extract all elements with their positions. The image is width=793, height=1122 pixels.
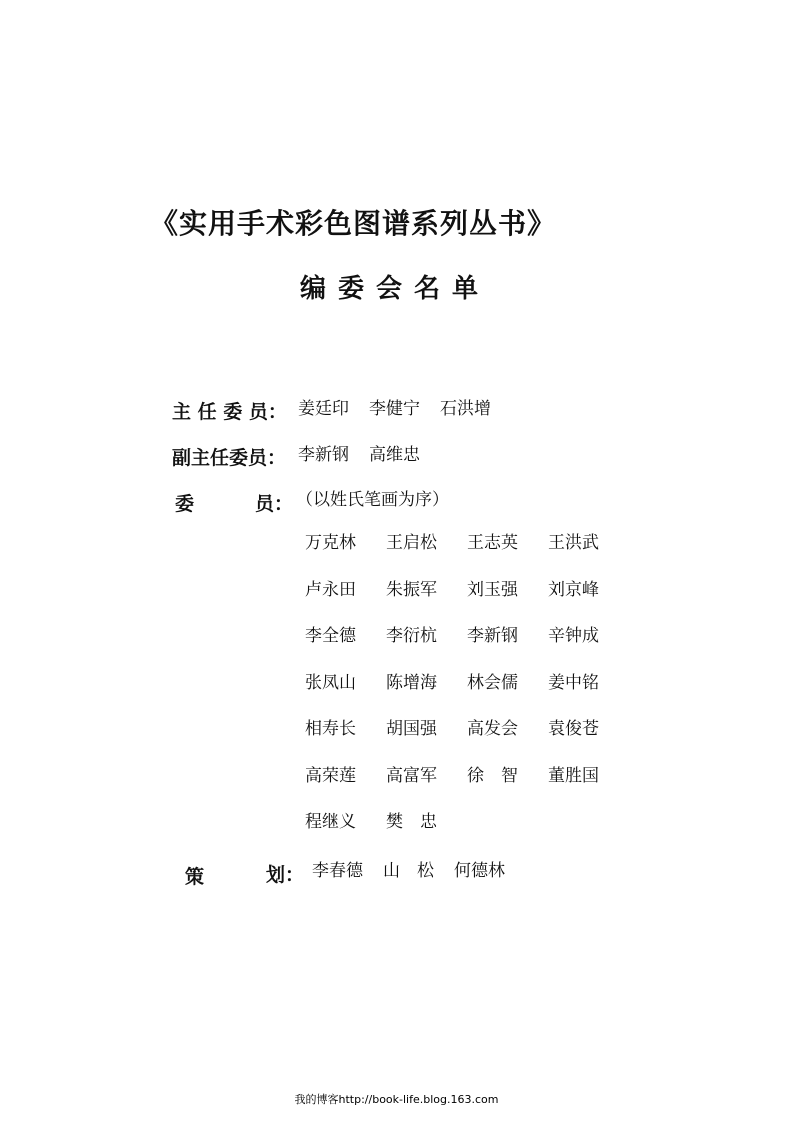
members-row	[305, 621, 645, 668]
members-list	[305, 528, 645, 854]
footer-blog-link: 我的博客http://book-life.blog.163.com	[294, 1093, 499, 1106]
deputy-director-label: 副主任委员：	[172, 447, 287, 469]
member-name: 陈增海	[386, 672, 437, 693]
page-title: 编委会名单	[300, 274, 491, 304]
member-name: 李全德	[305, 626, 356, 646]
member-name: 王启松	[386, 533, 437, 553]
director-names	[298, 394, 511, 419]
members-row	[305, 761, 645, 808]
member-name: 李新钢	[467, 626, 518, 646]
members-row	[305, 668, 645, 715]
member-name: 朱振军	[386, 579, 437, 600]
member-name: 高发会	[467, 719, 518, 739]
member-name: 卢永田	[305, 579, 356, 600]
deputy-director-name: 李新钢	[298, 445, 349, 465]
member-name: 王洪武	[548, 533, 599, 553]
member-name: 林会儒	[467, 672, 518, 693]
member-name: 樊 忠	[386, 812, 437, 832]
member-name: 李衍杭	[386, 626, 437, 646]
members-row	[305, 714, 645, 761]
member-name: 程继义	[305, 812, 356, 832]
members-order-note: （以姓氏笔画为序）	[296, 490, 449, 510]
planning-label-right: 划：	[266, 864, 305, 886]
member-name: 姜中铭	[548, 672, 599, 693]
member-name: 张凤山	[305, 672, 356, 693]
director-name: 石洪增	[440, 399, 491, 419]
members-label-left: 委	[175, 493, 195, 515]
member-name: 高富军	[386, 765, 437, 786]
member-name: 辛钟成	[548, 626, 599, 646]
members-label-right: 员：	[255, 493, 294, 515]
members-row	[305, 807, 645, 854]
member-name: 徐 智	[467, 765, 518, 786]
member-name: 刘京峰	[548, 579, 599, 600]
planner-name: 李春德	[312, 861, 363, 881]
members-row	[305, 575, 645, 622]
series-title: 《实用手术彩色图谱系列丛书》	[150, 207, 557, 240]
member-name: 相寿长	[305, 719, 356, 739]
planning-label-left: 策	[185, 866, 205, 888]
member-name: 胡国强	[386, 719, 437, 739]
director-label: 主 任 委 员：	[172, 401, 287, 423]
member-name: 袁俊苍	[548, 719, 599, 739]
planner-name: 山 松	[383, 861, 434, 881]
member-name: 万克林	[305, 533, 356, 553]
member-name: 董胜国	[548, 765, 599, 786]
member-name: 刘玉强	[467, 579, 518, 600]
planning-names	[312, 856, 525, 881]
director-name: 姜廷印	[298, 399, 349, 419]
member-name: 王志英	[467, 533, 518, 553]
deputy-director-names	[298, 440, 440, 465]
deputy-director-name: 高维忠	[369, 445, 420, 465]
planner-name: 何德林	[454, 861, 505, 881]
members-row	[305, 528, 645, 575]
member-name: 高荣莲	[305, 765, 356, 786]
director-name: 李健宁	[369, 399, 420, 419]
